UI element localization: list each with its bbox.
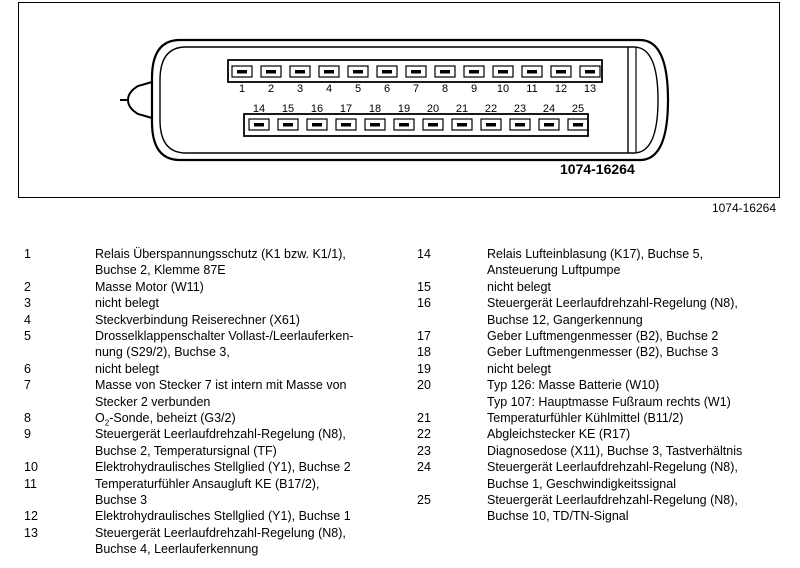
legend-pin-number: 25 — [417, 493, 431, 507]
legend-description-line: Masse von Stecker 7 ist intern mit Masse von — [95, 378, 347, 393]
bottom-pin-number-20: 20 — [426, 103, 440, 115]
figure-code-label: 1074-16264 — [711, 201, 776, 215]
legend-pin-number: 19 — [417, 361, 431, 376]
legend-pin-number: 20 — [417, 378, 431, 393]
top-pin-number-9: 9 — [470, 83, 478, 95]
legend-description-line: Steckverbindung Reiserechner (X61) — [95, 312, 300, 327]
legend-pin-number: 24 — [417, 460, 431, 475]
legend-pin-number: 7 — [24, 378, 31, 393]
top-pin-number-8: 8 — [441, 83, 449, 95]
legend-description-line: Relais Überspannungsschutz (K1 bzw. K1/1), — [95, 247, 346, 261]
legend-description-line: Typ 126: Masse Batterie (W10) — [487, 378, 660, 393]
top-pin-number-11: 11 — [526, 83, 538, 95]
legend-description-line: Relais Lufteinblasung (K17), Buchse 5, — [487, 247, 704, 261]
bottom-pin-contact-16 — [312, 123, 322, 127]
legend-description-line: Abgleichstecker KE (R17) — [487, 427, 631, 442]
legend-description-line: Typ 107: Hauptmasse Fußraum rechts (W1) — [487, 394, 731, 409]
top-pin-contact-10 — [498, 70, 508, 74]
connector-drawing — [0, 0, 800, 215]
top-pin-contact-5 — [353, 70, 363, 74]
bottom-pin-contact-17 — [341, 123, 351, 127]
top-pin-contact-12 — [556, 70, 566, 74]
bottom-pin-contact-20 — [428, 123, 438, 127]
bottom-pin-number-14: 14 — [252, 103, 266, 115]
legend-description-line: Steuergerät Leerlaufdrehzahl-Regelung (N8), — [487, 493, 738, 507]
legend-pin-number: 22 — [417, 427, 431, 442]
top-pin-contact-11 — [527, 70, 537, 74]
legend-description-line: Drosselklappenschalter Vollast-/Leerlauferken- — [95, 329, 354, 343]
connector-cable — [128, 82, 152, 118]
bottom-pin-contact-19 — [399, 123, 409, 127]
legend-description-line: Ansteuerung Luftpumpe — [487, 263, 621, 278]
legend-description-line: Buchse 12, Gangerkennung — [487, 312, 643, 327]
legend-description-line: nicht belegt — [95, 296, 159, 311]
bottom-pin-number-25: 25 — [571, 103, 585, 115]
bottom-pin-contact-24 — [544, 123, 554, 127]
top-pin-number-10: 10 — [496, 83, 510, 95]
legend-description-line: nicht belegt — [487, 361, 551, 376]
bottom-pin-contact-21 — [457, 123, 467, 127]
legend-description-line: $O_2$-Sonde, beheizt (G3/2) — [95, 411, 236, 428]
legend-description-line: Geber Luftmengenmesser (B2), Buchse 3 — [487, 345, 719, 360]
bottom-pin-number-18: 18 — [368, 103, 382, 115]
legend-pin-number: 1 — [24, 247, 31, 261]
legend-description-line: Buchse 2, Klemme 87E — [95, 263, 226, 278]
legend-description-line: Temperaturfühler Kühlmittel (B11/2) — [487, 411, 684, 425]
legend-pin-number: 17 — [417, 329, 431, 343]
legend-pin-number: 8 — [24, 411, 31, 425]
bottom-pin-contact-15 — [283, 123, 293, 127]
legend-description-line: Steuergerät Leerlaufdrehzahl-Regelung (N8), — [487, 296, 738, 311]
top-pin-number-5: 5 — [354, 83, 362, 95]
legend-description-line: Buchse 3 — [95, 493, 148, 507]
bottom-pin-contact-23 — [515, 123, 525, 127]
bottom-pin-contact-25 — [573, 123, 583, 127]
top-pin-contact-6 — [382, 70, 392, 74]
top-pin-number-7: 7 — [412, 83, 420, 95]
legend-pin-number: 16 — [417, 296, 431, 311]
legend-description-line: nicht belegt — [487, 279, 551, 294]
legend-pin-number: 10 — [24, 460, 38, 475]
bottom-pin-contact-18 — [370, 123, 380, 127]
connector-housing — [152, 40, 668, 160]
bottom-pin-number-22: 22 — [484, 103, 498, 115]
connector-housing-inner — [160, 47, 658, 153]
legend-pin-number: 4 — [24, 312, 31, 327]
legend-pin-number: 14 — [417, 247, 431, 261]
connector-diagram — [0, 0, 800, 215]
legend-pin-number: 11 — [24, 476, 37, 491]
top-pin-contact-4 — [324, 70, 334, 74]
bottom-pin-number-23: 23 — [513, 103, 527, 115]
bottom-pin-number-17: 17 — [339, 103, 353, 115]
top-pin-number-3: 3 — [296, 83, 304, 95]
bottom-pin-block — [244, 114, 588, 136]
bottom-pin-number-15: 15 — [281, 103, 295, 115]
bottom-pin-contact-22 — [486, 123, 496, 127]
legend-pin-number: 12 — [24, 509, 38, 524]
top-pin-contact-2 — [266, 70, 276, 74]
top-pin-number-6: 6 — [383, 83, 391, 95]
legend-description-line: Steuergerät Leerlaufdrehzahl-Regelung (N8), — [95, 427, 346, 442]
legend-description-line: Stecker 2 verbunden — [95, 394, 211, 409]
top-pin-contact-3 — [295, 70, 305, 74]
figure-code-inner: 1074-16264 — [560, 161, 635, 177]
legend-description-line: Diagnosedose (X11), Buchse 3, Tastverhältnis — [487, 443, 743, 458]
legend-pin-number: 3 — [24, 296, 31, 311]
top-pin-contact-8 — [440, 70, 450, 74]
legend-description-line: Buchse 1, Geschwindigkeitssignal — [487, 476, 676, 491]
legend-description-line: Steuergerät Leerlaufdrehzahl-Regelung (N8), — [487, 460, 738, 475]
top-pin-number-4: 4 — [325, 83, 333, 95]
top-pin-number-2: 2 — [267, 83, 275, 95]
top-pin-contact-7 — [411, 70, 421, 74]
legend-description-line: nicht belegt — [95, 361, 159, 376]
legend-pin-number: 18 — [417, 345, 431, 360]
legend-pin-number: 13 — [24, 525, 38, 540]
legend-pin-number: 15 — [417, 279, 431, 294]
legend-description-line: Elektrohydraulisches Stellglied (Y1), Buchse 2 — [95, 460, 351, 475]
legend-description-line: Elektrohydraulisches Stellglied (Y1), Buchse 1 — [95, 509, 351, 524]
legend-pin-number: 21 — [417, 411, 431, 425]
bottom-pin-contact-14 — [254, 123, 264, 127]
legend-pin-number: 6 — [24, 361, 31, 376]
top-pin-number-12: 12 — [554, 83, 568, 95]
legend-description-line: Temperaturfühler Ansaugluft KE (B17/2), — [95, 476, 320, 491]
legend-description-line: Buchse 4, Leerlauferkennung — [95, 542, 259, 557]
top-pin-contact-9 — [469, 70, 479, 74]
bottom-pin-number-16: 16 — [310, 103, 324, 115]
top-pin-number-13: 13 — [583, 83, 597, 95]
legend-description-line: Steuergerät Leerlaufdrehzahl-Regelung (N8), — [95, 525, 346, 540]
bottom-pin-number-19: 19 — [397, 103, 411, 115]
bottom-pin-number-21: 21 — [455, 103, 469, 115]
legend-description-line: Buchse 10, TD/TN-Signal — [487, 509, 629, 524]
top-pin-contact-1 — [237, 70, 247, 74]
legend-pin-number: 23 — [417, 443, 431, 458]
top-pin-contact-13 — [585, 70, 595, 74]
legend-description-line: nung (S29/2), Buchse 3, — [95, 345, 230, 360]
legend-pin-number: 2 — [24, 279, 31, 294]
bottom-pin-number-24: 24 — [542, 103, 556, 115]
legend-pin-number: 9 — [24, 427, 31, 442]
top-pin-number-1: 1 — [238, 83, 246, 95]
legend-pin-number: 5 — [24, 329, 31, 343]
legend-description-line: Geber Luftmengenmesser (B2), Buchse 2 — [487, 329, 719, 343]
legend-description-line: Masse Motor (W11) — [95, 279, 204, 294]
legend-description-line: Buchse 2, Temperatursignal (TF) — [95, 443, 277, 458]
